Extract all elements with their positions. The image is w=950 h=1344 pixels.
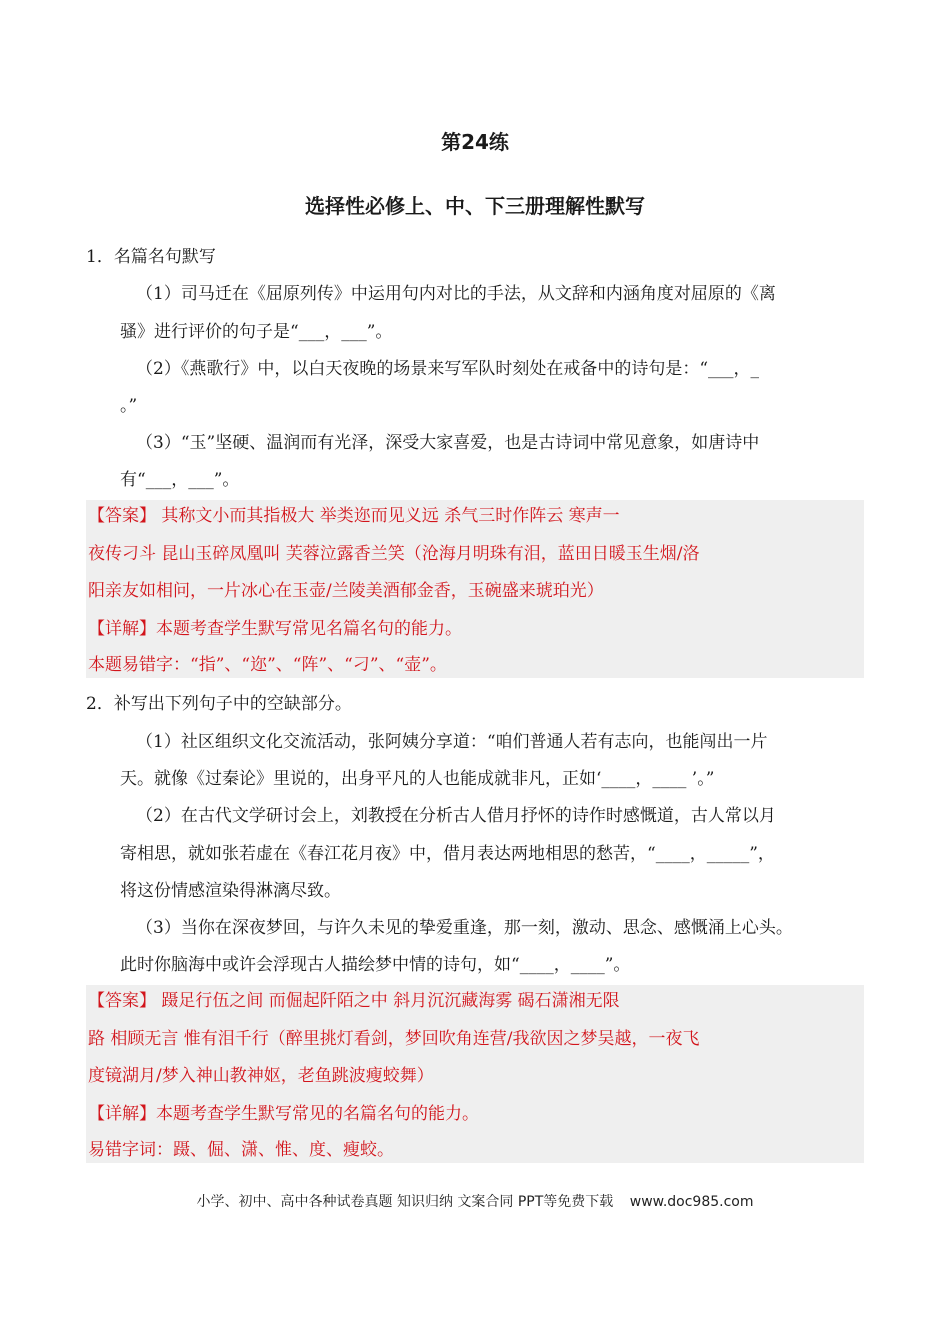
- answer-line: 路 相顾无言 惟有泪千行（醉里挑灯看剑，梦回吹角连营/我欲因之梦吴越，一夜飞: [88, 1029, 700, 1049]
- question-2-line: （1）社区组织文化交流活动，张阿姨分享道：“咱们普通人若有志向，也能闯出一片: [136, 732, 768, 752]
- question-1-line: （3）“玉”坚硬、温润而有光泽，深受大家喜爱，也是古诗词中常见意象，如唐诗中: [136, 433, 760, 453]
- question-2-line: 将这份情感渲染得淋漓尽致。: [120, 881, 341, 901]
- footer-link[interactable]: www.doc985.com: [629, 1194, 754, 1210]
- question-2-line: 此时你脑海中或许会浮现古人描绘梦中情的诗句，如“____，____”。: [120, 955, 631, 975]
- question-1-line: （2）《燕歌行》中，以白天夜晚的场景来写军队时刻处在戒备中的诗句是：“___，_: [136, 359, 760, 379]
- question-2-line: （3）当你在深夜梦回，与许久未见的挚爱重逢，那一刻，激动、思念、感慨涌上心头。: [136, 918, 793, 938]
- question-1-line: （1）司马迁在《屈原列传》中运用句内对比的手法，从文辞和内涵角度对屈原的《离: [136, 284, 776, 304]
- answer-line: 【答案】 其称文小而其指极大 举类迩而见义远 杀气三时作阵云 寒声一: [88, 506, 620, 526]
- page-subtitle: 选择性必修上、中、下三册理解性默写: [305, 194, 645, 218]
- question-2-line: 寄相思，就如张若虚在《春江花月夜》中，借月表达两地相思的愁苦，“____，_____”，: [120, 844, 775, 864]
- question-2-heading: 2．补写出下列句子中的空缺部分。: [86, 694, 352, 714]
- answer-line: 夜传刁斗 昆山玉碎凤凰叫 芙蓉泣露香兰笑（沧海月明珠有泪，蓝田日暖玉生烟/洛: [88, 544, 700, 564]
- question-1-line: 有“___，___”。: [120, 470, 240, 490]
- answer-line: 阳亲友如相问，一片冰心在玉壶/兰陵美酒郁金香，玉碗盛来琥珀光）: [88, 581, 604, 601]
- explanation-line: 本题易错字：“指”、“迩”、“阵”、“刁”、“壶”。: [88, 655, 447, 675]
- question-1-line: 骚》进行评价的句子是“___，___”。: [120, 322, 393, 342]
- explanation-line: 【详解】本题考查学生默写常见名篇名句的能力。: [88, 619, 462, 639]
- page-footer: [0, 1191, 950, 1211]
- answer-line: 度镜湖月/梦入神山教神妪，老鱼跳波瘦蛟舞）: [88, 1066, 434, 1086]
- answer-line: 【答案】 蹑足行伍之间 而倔起阡陌之中 斜月沉沉藏海雾 碣石潇湘无限: [88, 991, 620, 1011]
- question-2-line: （2）在古代文学研讨会上，刘教授在分析古人借月抒怀的诗作时感慨道，古人常以月: [136, 806, 776, 826]
- question-1-heading: 1．名篇名句默写: [86, 247, 216, 267]
- page-title: 第24练: [441, 130, 509, 154]
- explanation-line: 【详解】本题考查学生默写常见的名篇名句的能力。: [88, 1104, 479, 1124]
- answer-box-1: [86, 500, 864, 678]
- footer-text: 小学、初中、高中各种试卷真题 知识归纳 文案合同 PPT等免费下载: [196, 1194, 614, 1210]
- explanation-line: 易错字词：蹑、倔、潇、惟、度、瘦蛟。: [88, 1140, 394, 1160]
- question-2-line: 天。就像《过秦论》里说的，出身平凡的人也能成就非凡，正如‘____，____ ’。”: [120, 769, 715, 789]
- answer-box-2: [86, 985, 864, 1163]
- question-1-line: 。”: [120, 396, 138, 416]
